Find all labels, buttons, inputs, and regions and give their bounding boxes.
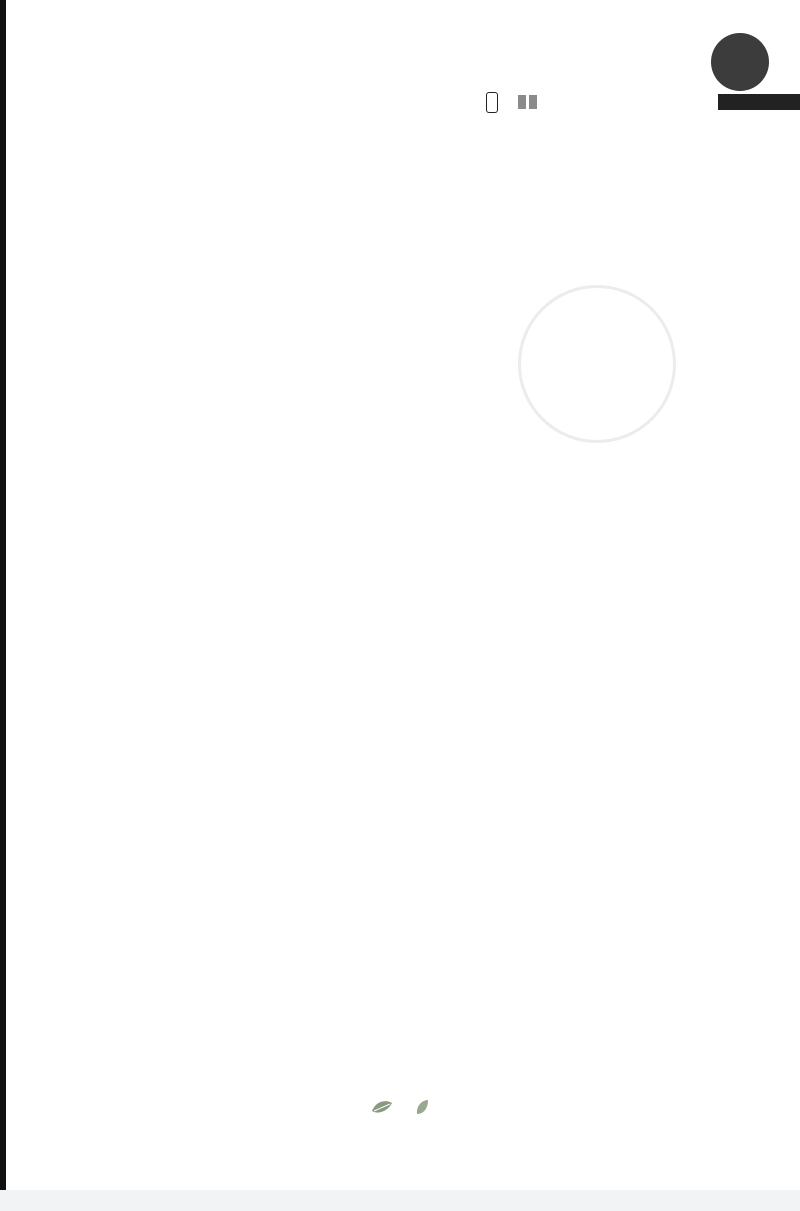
header-decoration	[518, 95, 537, 109]
grade-label	[486, 92, 498, 113]
header-bar	[718, 94, 800, 110]
left-margin-rule	[0, 0, 6, 1211]
page-footer	[0, 1098, 800, 1116]
leaf-left-icon	[370, 1099, 394, 1115]
watermark-stamp	[518, 285, 676, 443]
bottom-strip	[0, 1190, 800, 1211]
page-header	[486, 91, 537, 113]
leaf-right-icon	[414, 1098, 430, 1116]
zoom-level-button[interactable]	[711, 33, 769, 91]
